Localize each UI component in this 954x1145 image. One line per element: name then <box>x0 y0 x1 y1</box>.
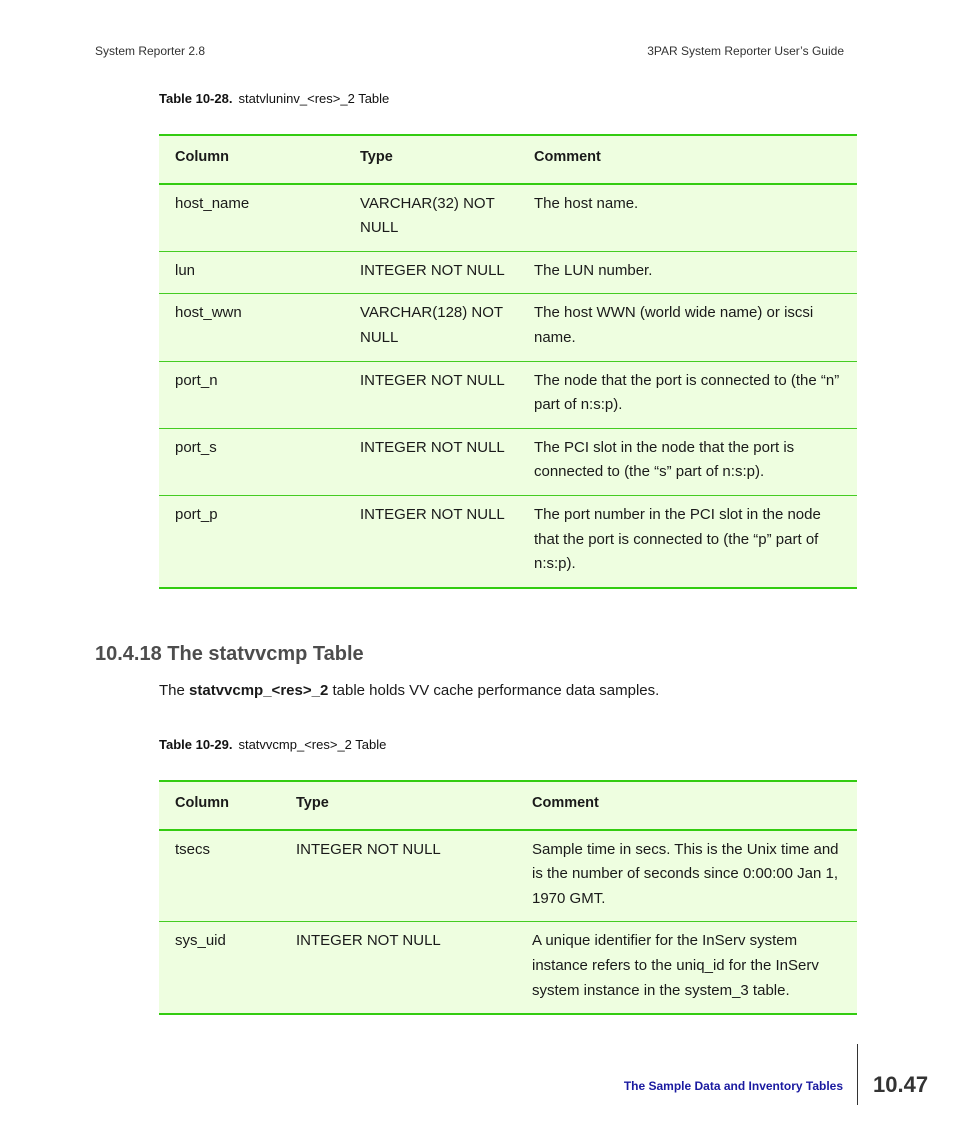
cell-column-name: sys_uid <box>175 932 226 950</box>
intro-table-name: statvvcmp_<res>_2 <box>189 682 329 699</box>
cell-column-name: host_wwn <box>175 304 242 322</box>
cell-type: INTEGER NOT NULL <box>360 438 505 456</box>
table-row <box>159 294 857 361</box>
running-header-right: 3PAR System Reporter User’s Guide <box>647 44 844 58</box>
cell-comment: The node that the port is connected to (the “n” part of n:s:p). <box>534 371 840 414</box>
table2-caption-label: Table 10-29. <box>159 737 233 752</box>
column-header-column: Column <box>175 149 229 165</box>
cell-column-name: host_name <box>175 194 250 212</box>
cell-comment: The host WWN (world wide name) or iscsi name. <box>534 304 814 346</box>
footer-section-title: The Sample Data and Inventory Tables <box>623 1079 843 1093</box>
table-row <box>159 361 857 428</box>
cell-type: INTEGER NOT NULL <box>296 932 441 950</box>
table1-caption-label: Table 10-28. <box>159 91 233 106</box>
section-heading: 10.4.18 The statvvcmp Table <box>95 643 364 665</box>
table-header-row <box>159 781 857 830</box>
cell-comment: The host name. <box>534 194 639 212</box>
footer-divider <box>857 1044 858 1105</box>
column-header-column: Column <box>175 795 229 811</box>
cell-column-name: port_n <box>175 371 218 389</box>
statvluninv-table <box>159 134 857 589</box>
table1-caption-title: statvluninv_<res>_2 Table <box>238 91 390 106</box>
cell-comment: A unique identifier for the InServ system instance refers to the uniq_id for the InServ system instance in the system_3 table. <box>532 932 819 999</box>
cell-column-name: port_s <box>175 438 217 456</box>
cell-column-name: tsecs <box>175 840 211 858</box>
table1-caption <box>159 91 389 106</box>
table-row <box>159 495 857 587</box>
cell-comment: Sample time in secs. This is the Unix time and is the number of seconds since 0:00:00 Jan 1, 1970 GMT. <box>532 840 839 907</box>
table-row <box>159 922 857 1014</box>
cell-comment: The PCI slot in the node that the port is connected to (the “s” part of n:s:p). <box>534 438 795 481</box>
cell-type: INTEGER NOT NULL <box>360 261 505 279</box>
column-header-type: Type <box>360 149 393 165</box>
intro-text-start: The <box>159 682 190 699</box>
column-header-type: Type <box>296 795 329 811</box>
column-header-comment: Comment <box>532 795 599 811</box>
cell-type: INTEGER NOT NULL <box>360 505 505 523</box>
cell-comment: The port number in the PCI slot in the node that the port is connected to (the “p” part of n:s:p). <box>534 505 821 573</box>
section-intro <box>159 682 659 699</box>
table-header-row <box>159 135 857 184</box>
cell-type: VARCHAR(32) NOT NULL <box>360 194 495 237</box>
cell-column-name: port_p <box>175 505 218 523</box>
cell-type: VARCHAR(128) NOT NULL <box>360 304 503 346</box>
column-header-comment: Comment <box>534 149 601 165</box>
table2-caption <box>159 737 386 752</box>
cell-type: INTEGER NOT NULL <box>360 371 505 389</box>
cell-column-name: lun <box>175 261 196 279</box>
intro-text-end: table holds VV cache performance data samples. <box>328 682 660 699</box>
table2-caption-title: statvvcmp_<res>_2 Table <box>238 737 387 752</box>
cell-type: INTEGER NOT NULL <box>296 840 441 858</box>
statvvcmp-table <box>159 780 857 1015</box>
table-row <box>159 830 857 922</box>
cell-comment: The LUN number. <box>534 261 653 279</box>
table-row <box>159 184 857 252</box>
running-header-left: System Reporter 2.8 <box>95 44 206 58</box>
table-row <box>159 428 857 495</box>
page-number: 10.47 <box>873 1072 929 1097</box>
table-row <box>159 251 857 294</box>
